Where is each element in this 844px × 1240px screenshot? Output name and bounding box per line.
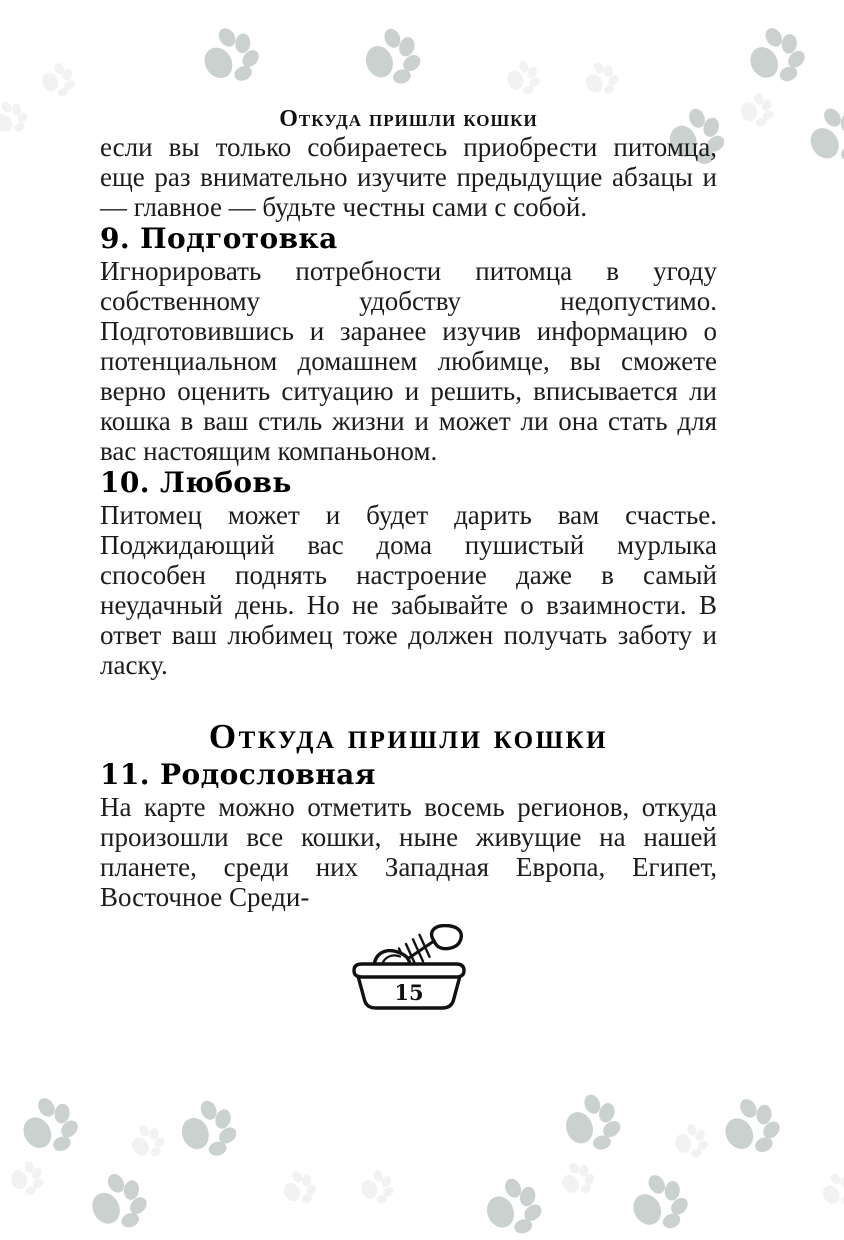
paw-print-icon [716, 1094, 787, 1160]
paw-print-icon [357, 25, 427, 89]
paw-print-icon [815, 1169, 844, 1211]
paw-print-icon [579, 58, 624, 99]
paw-print-icon [0, 96, 34, 141]
paw-print-icon [35, 59, 81, 101]
paw-print-icon [277, 1168, 321, 1208]
intro-paragraph: если вы только собираетесь приобрести питомца, еще раз внимательно изучите предыдущие абзацы и — главное — будьте честны сами с собой. [100, 132, 717, 222]
paw-print-icon [501, 57, 546, 98]
paw-print-icon [741, 24, 811, 88]
running-head: Откуда пришли кошки [279, 106, 538, 132]
page-number: 15 [393, 980, 424, 1005]
cat-bowl-fishbone-icon [348, 924, 470, 1012]
section-heading-11: 11. Родословная [100, 758, 376, 791]
paw-print-icon [194, 23, 266, 90]
section-body-10: Питомец может и будет дарить вам счастье. Поджидающий вас дома пушистый мурлыка способен поднять настроение даже в самый неудачный день. Но не забывайте о взаимности. В ответ ваш любимец тоже должен получать заботу и ласку. [100, 500, 717, 680]
paw-print-icon [3, 1156, 51, 1201]
chapter-title: Откуда пришли кошки [208, 717, 609, 756]
paw-print-icon [124, 1121, 170, 1163]
section-heading-10: 10. Любовь [100, 466, 292, 499]
section-body-9: Игнорировать потребности питомца в угоду собственному удобству недопустимо. Подготовившись и заранее изучив информацию о потенциальном домашнем любимце, вы сможете верно оценить ситуацию и решить, вписывается ли кошка в ваш стиль жизни и может ли она стать для вас настоящим компаньоном. [100, 256, 717, 466]
paw-print-icon [478, 1175, 547, 1238]
paw-print-icon [624, 1171, 694, 1235]
paw-print-icon [83, 1170, 152, 1233]
paw-print-icon [669, 1121, 713, 1162]
section-heading-9: 9. Подготовка [100, 222, 338, 255]
paw-print-icon [734, 88, 781, 132]
paw-print-icon [557, 1091, 627, 1155]
paw-print-icon [354, 1166, 399, 1208]
section-body-11: На карте можно отметить восемь регионов, откуда произошли все кошки, ныне живущие на нашей планете, среди них Западная Европа, Египет, Восточное Среди- [100, 792, 717, 912]
text-column [100, 106, 717, 1017]
paw-print-icon [554, 1157, 601, 1201]
paw-print-icon [14, 1093, 85, 1159]
footer-vignette [100, 924, 717, 1017]
paw-print-icon [799, 102, 844, 171]
paw-print-icon [173, 1096, 244, 1162]
